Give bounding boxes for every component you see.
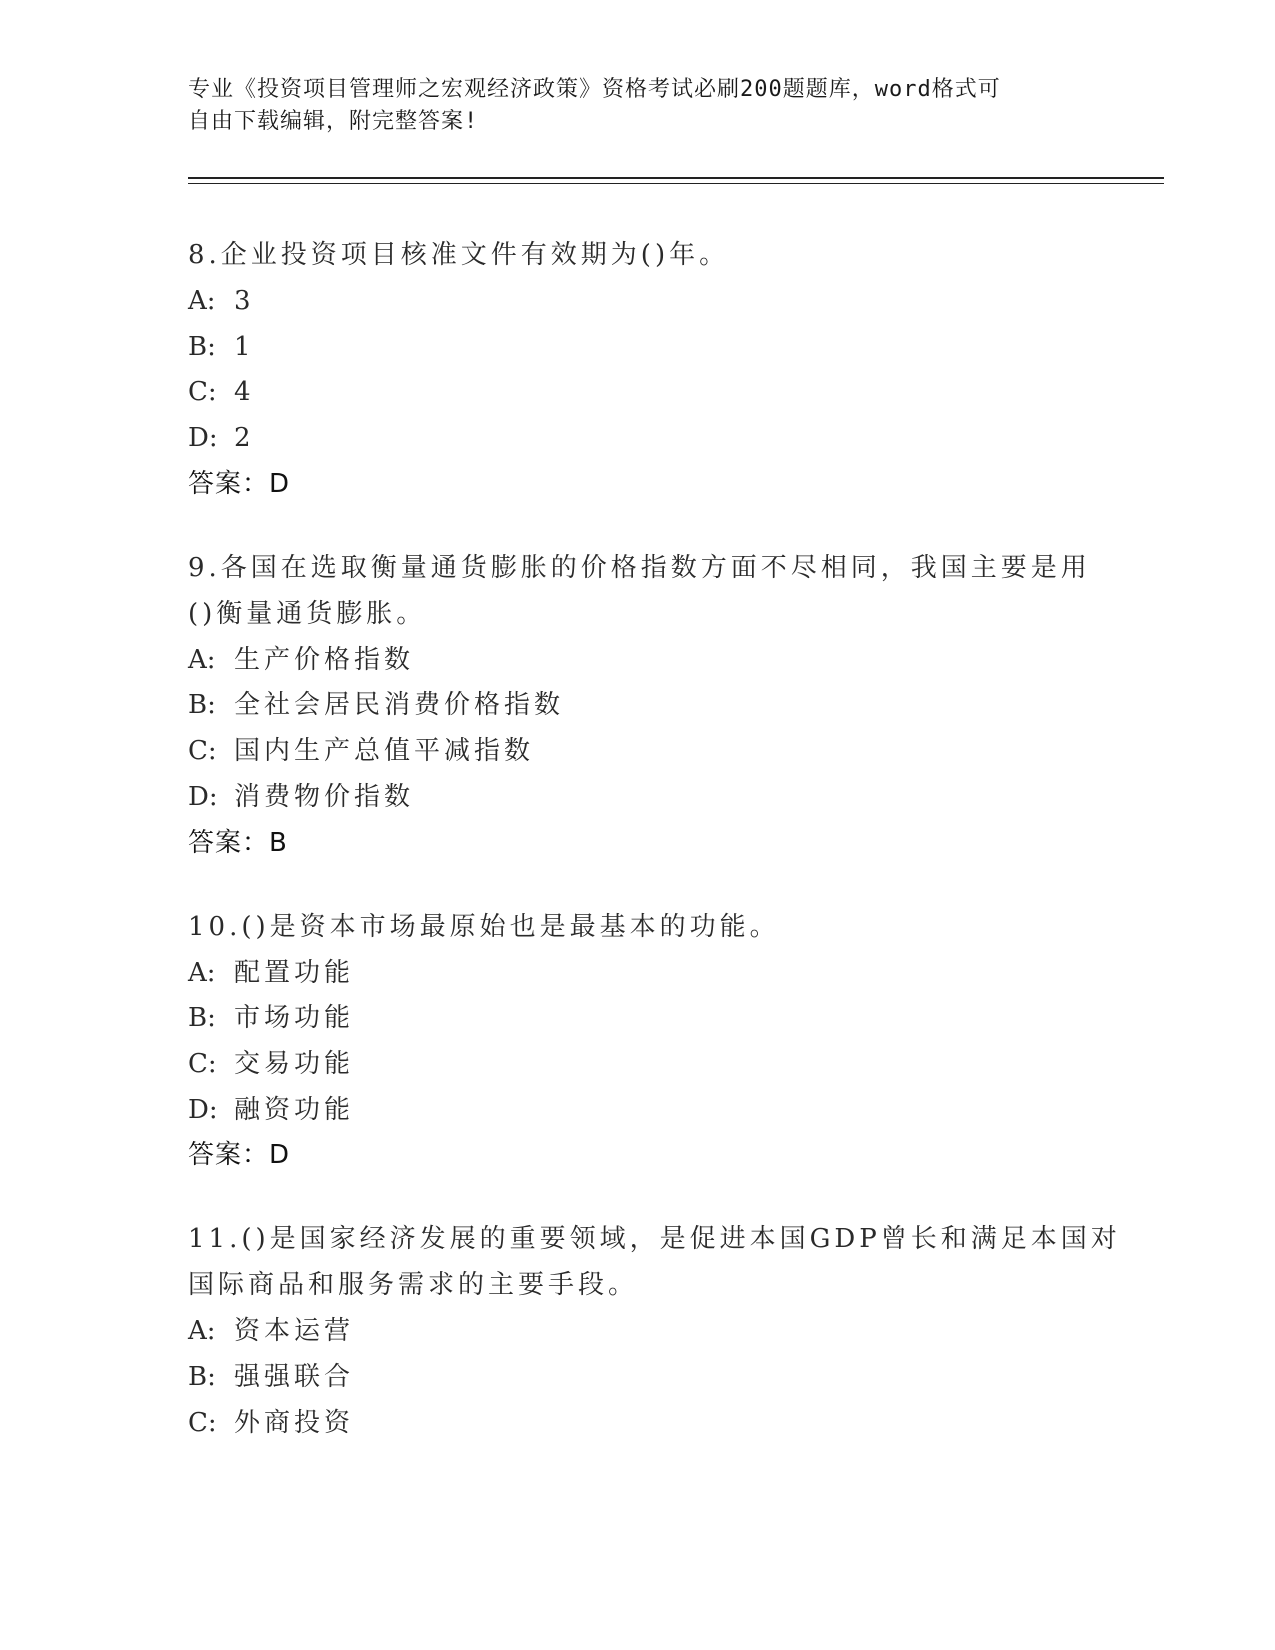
- option-key: A:: [188, 644, 216, 675]
- option-key: C:: [188, 377, 217, 408]
- option-text: 1: [234, 331, 255, 362]
- question-stem: [188, 232, 1088, 278]
- answer-option: [188, 995, 1088, 1041]
- answer-option: [188, 950, 1088, 996]
- answer-option: [188, 1087, 1088, 1133]
- question-stem-line: 9.各国在选取衡量通货膨胀的价格指数方面不尽相同，我国主要是用: [188, 552, 1091, 583]
- option-text: 4: [234, 377, 255, 408]
- answer-option: [188, 637, 1088, 683]
- option-key: A:: [188, 286, 216, 316]
- option-key: D:: [188, 1094, 218, 1125]
- answer-option: [188, 774, 1088, 820]
- question-block: [188, 545, 1091, 866]
- option-key: B:: [188, 1003, 216, 1034]
- option-key: C:: [188, 1407, 217, 1438]
- answer-option: [188, 415, 1088, 461]
- option-key: A:: [188, 957, 216, 988]
- header-divider-thick: [188, 177, 1164, 179]
- answer-option: [188, 324, 1088, 370]
- question-stem: [188, 545, 1091, 637]
- answer-key: 答案：D: [188, 468, 291, 499]
- option-key: D:: [188, 781, 218, 812]
- option-text: 资本运营: [234, 1316, 355, 1347]
- question-block: [188, 904, 1088, 1179]
- answer-key: 答案：D: [188, 1140, 291, 1171]
- option-text: 强强联合: [234, 1361, 355, 1392]
- answer-option: [188, 1041, 1088, 1087]
- option-text: 外商投资: [234, 1407, 355, 1438]
- question-stem-line: 10.()是资本市场最原始也是最基本的功能。: [188, 911, 780, 942]
- question-block: [188, 232, 1088, 507]
- header-title-line-2: 自由下载编辑，附完整答案!: [188, 109, 479, 134]
- option-key: B:: [188, 1361, 216, 1392]
- answer-option: [188, 1308, 1088, 1354]
- question-stem-line: 国际商品和服务需求的主要手段。: [188, 1270, 639, 1301]
- option-key: C:: [188, 736, 217, 767]
- option-key: B:: [188, 331, 216, 362]
- question-stem-line: 11.()是国家经济发展的重要领域，是促进本国GDP曾长和满足本国对: [188, 1224, 1121, 1255]
- option-key: D:: [188, 423, 218, 454]
- header-title-line-1: 专业《投资项目管理师之宏观经济政策》资格考试必刷200题题库，word格式可: [188, 77, 1001, 102]
- answer-option: [188, 1400, 1088, 1446]
- answer-option: [188, 1354, 1088, 1400]
- option-text: 配置功能: [234, 957, 355, 988]
- question-block: [188, 1216, 1121, 1445]
- answer-option: [188, 682, 1088, 728]
- option-text: 生产价格指数: [234, 644, 415, 675]
- option-key: C:: [188, 1048, 217, 1079]
- option-text: 消费物价指数: [234, 781, 415, 812]
- question-stem: [188, 904, 1088, 950]
- answer-key: 答案：B: [188, 827, 288, 858]
- option-key: B:: [188, 690, 216, 721]
- option-key: A:: [188, 1316, 216, 1347]
- option-text: 全社会居民消费价格指数: [234, 690, 565, 721]
- answer-option: [188, 369, 1088, 415]
- answer-option: [188, 278, 1088, 324]
- option-text: 国内生产总值平减指数: [234, 736, 535, 767]
- header-divider-thin: [188, 183, 1164, 184]
- option-text: 交易功能: [234, 1048, 355, 1079]
- document-header: [188, 74, 1068, 138]
- question-list: [188, 232, 1121, 1483]
- option-text: 融资功能: [234, 1094, 355, 1125]
- option-text: 2: [234, 423, 255, 454]
- question-stem: [188, 1216, 1121, 1308]
- question-stem-line: 8.企业投资项目核准文件有效期为()年。: [188, 240, 730, 270]
- option-text: 市场功能: [234, 1003, 355, 1034]
- answer-option: [188, 728, 1088, 774]
- question-stem-line: ()衡量通货膨胀。: [188, 598, 427, 629]
- option-text: 3: [234, 286, 255, 316]
